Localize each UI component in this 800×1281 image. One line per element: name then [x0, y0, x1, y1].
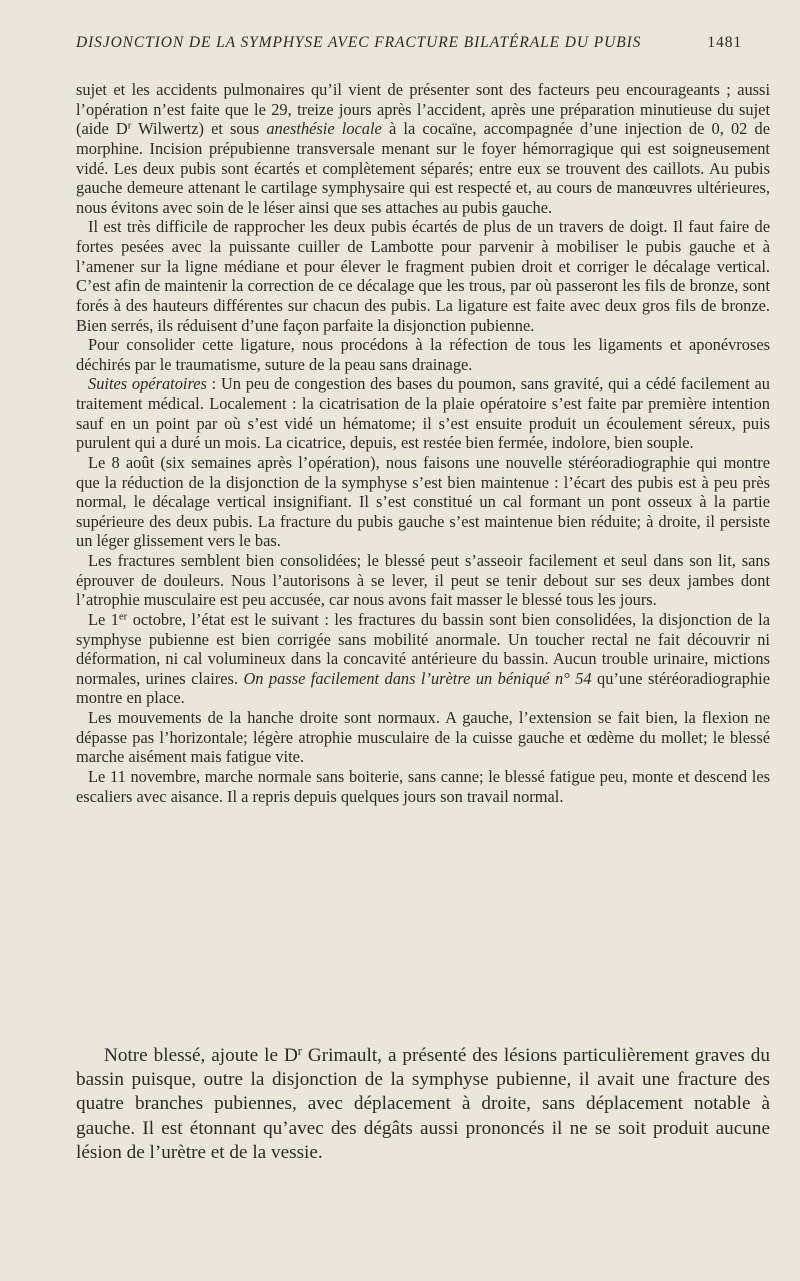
- text-run: Grimault, a présenté des lésions particulièrement graves du bassin puisque, outre la disjonction de la symphyse pubienne, il avait une fracture des quatre branches pubiennes, avec déplacement à droite, sans déplacement notable à gauche. Il est étonnant qu’avec des dégâts aussi prononcés il ne se soit produit aucune lésion de l’urètre et de la vessie.: [76, 1045, 770, 1163]
- running-title: DISJONCTION DE LA SYMPHYSE AVEC FRACTURE BILATÉRALE DU PUBIS: [76, 34, 642, 51]
- paragraph: Les mouvements de la hanche droite sont normaux. A gauche, l’extension se fait bien, la flexion ne dépasse pas l’horizontale; légère atrophie musculaire de la cuisse gauche et œdème du mollet; le blessé marche aisément mais fatigue vite.: [76, 708, 770, 767]
- superscript: r: [297, 1043, 302, 1058]
- superscript: r: [127, 120, 132, 132]
- paragraph: Pour consolider cette ligature, nous procédons à la réfection de tous les ligaments et aponévroses déchirés par le traumatisme, suture de la peau sans drainage.: [76, 335, 770, 374]
- superscript: er: [118, 611, 128, 623]
- text-run: : Un peu de congestion des bases du poumon, sans gravité, qui a cédé facilement au traitement médical. Localement : la cicatrisation de la plaie opératoire s’est faite par première intention sauf en un point par où s’est vidé un hématome; il s’est ensuite produit un écoulement séreux, puis purulent qui a duré un mois. La cicatrice, depuis, est restée bien fermée, indolore, bien souple.: [76, 374, 770, 453]
- paragraph: Les fractures semblent bien consolidées; le blessé peut s’asseoir facilement et seul dans son lit, sans éprouver de douleurs. Nous l’autorisons à se lever, il peut se tenir debout sur ses deux jambes dont l’atrophie musculaire est peu accusée, car nous avons fait masser le blessé tous les jours.: [76, 551, 770, 610]
- text-run: Le 1: [88, 609, 119, 629]
- paragraph: [76, 80, 770, 217]
- paragraph: Le 11 novembre, marche normale sans boiterie, sans canne; le blessé fatigue peu, monte et descend les escaliers avec aisance. Il a repris depuis quelques jours son travail normal.: [76, 766, 770, 806]
- paragraph: [76, 1044, 770, 1165]
- italic-text: Suites opératoires: [88, 374, 207, 394]
- running-header: [76, 34, 742, 52]
- text-run: octobre, l’état est le suivant : les fractures du bassin sont bien consolidées, la disjonction de la symphyse pubienne est bien corrigée sans mobilité anormale. Un toucher rectal ne fait découvrir ni déformation, ni cal volumineux dans la concavité antérieure du bassin. Aucun trouble urinaire, mictions normales, urines claires.: [76, 609, 770, 688]
- text-run: Wilwertz) et sous: [131, 119, 267, 139]
- italic-text: anesthésie locale: [266, 119, 382, 139]
- text-run: Notre blessé, ajoute le D: [104, 1045, 298, 1066]
- body-text: [76, 80, 770, 806]
- paragraph: Il est très difficile de rapprocher les deux pubis écartés de plus de un travers de doigt. Il faut faire de fortes pesées avec la puissante cuiller de Lambotte pour parvenir à mobiliser le pubis gauche et à l’amener sur la ligne médiane et pour élever le fragment pubien droit et corriger le décalage vertical. C’est afin de maintenir la correction de ce décalage que les trous, par où passeront les fils de bronze, sont forés à des hauteurs différentes sur chacun des pubis. La ligature est faite avec deux gros fils de bronze. Bien serrés, ils réduisent d’une façon parfaite la disjonction pubienne.: [76, 217, 770, 335]
- page-number: 1481: [707, 34, 742, 51]
- paragraph: [76, 374, 770, 453]
- text-run: sujet et les accidents pulmonaires qu’il vient de présenter sont des facteurs peu encourageants ; aussi l’opération n’est faite que le 29, treize jours après l’accident, après une préparation minutieuse du sujet (aide D: [76, 80, 770, 139]
- italic-text: On passe facilement dans l’urètre un béniqué n° 54: [243, 668, 592, 688]
- text-run: à la cocaïne, accompagnée d’une injection de 0, 02 de morphine. Incision prépubienne transversale menant sur le foyer hémorragique qui est soigneusement vidé. Les deux pubis sont écartés et complètement séparés; entre eux se trouvent des caillots. Au pubis gauche demeure attenant le cartilage symphysaire qui est respecté et, au cours de manœuvres ultérieures, nous évitons avec soin de le léser ainsi que ses attaches au pubis gauche.: [76, 119, 770, 217]
- paragraph: [76, 610, 770, 708]
- concluding-text: [76, 1044, 770, 1165]
- paragraph: Le 8 août (six semaines après l’opération), nous faisons une nouvelle stéréoradiographie qui montre que la réduction de la disjonction de la symphyse s’est bien maintenue : l’écart des pubis est à peu près normal, le décalage vertical insignifiant. Il s’est constitué un cal formant un pont osseux à la partie supérieure des deux pubis. La fracture du pubis gauche s’est maintenue bien réduite; à droite, il persiste un léger glissement vers le bas.: [76, 452, 770, 551]
- text-run: qu’une stéréoradiographie montre en place.: [76, 668, 770, 708]
